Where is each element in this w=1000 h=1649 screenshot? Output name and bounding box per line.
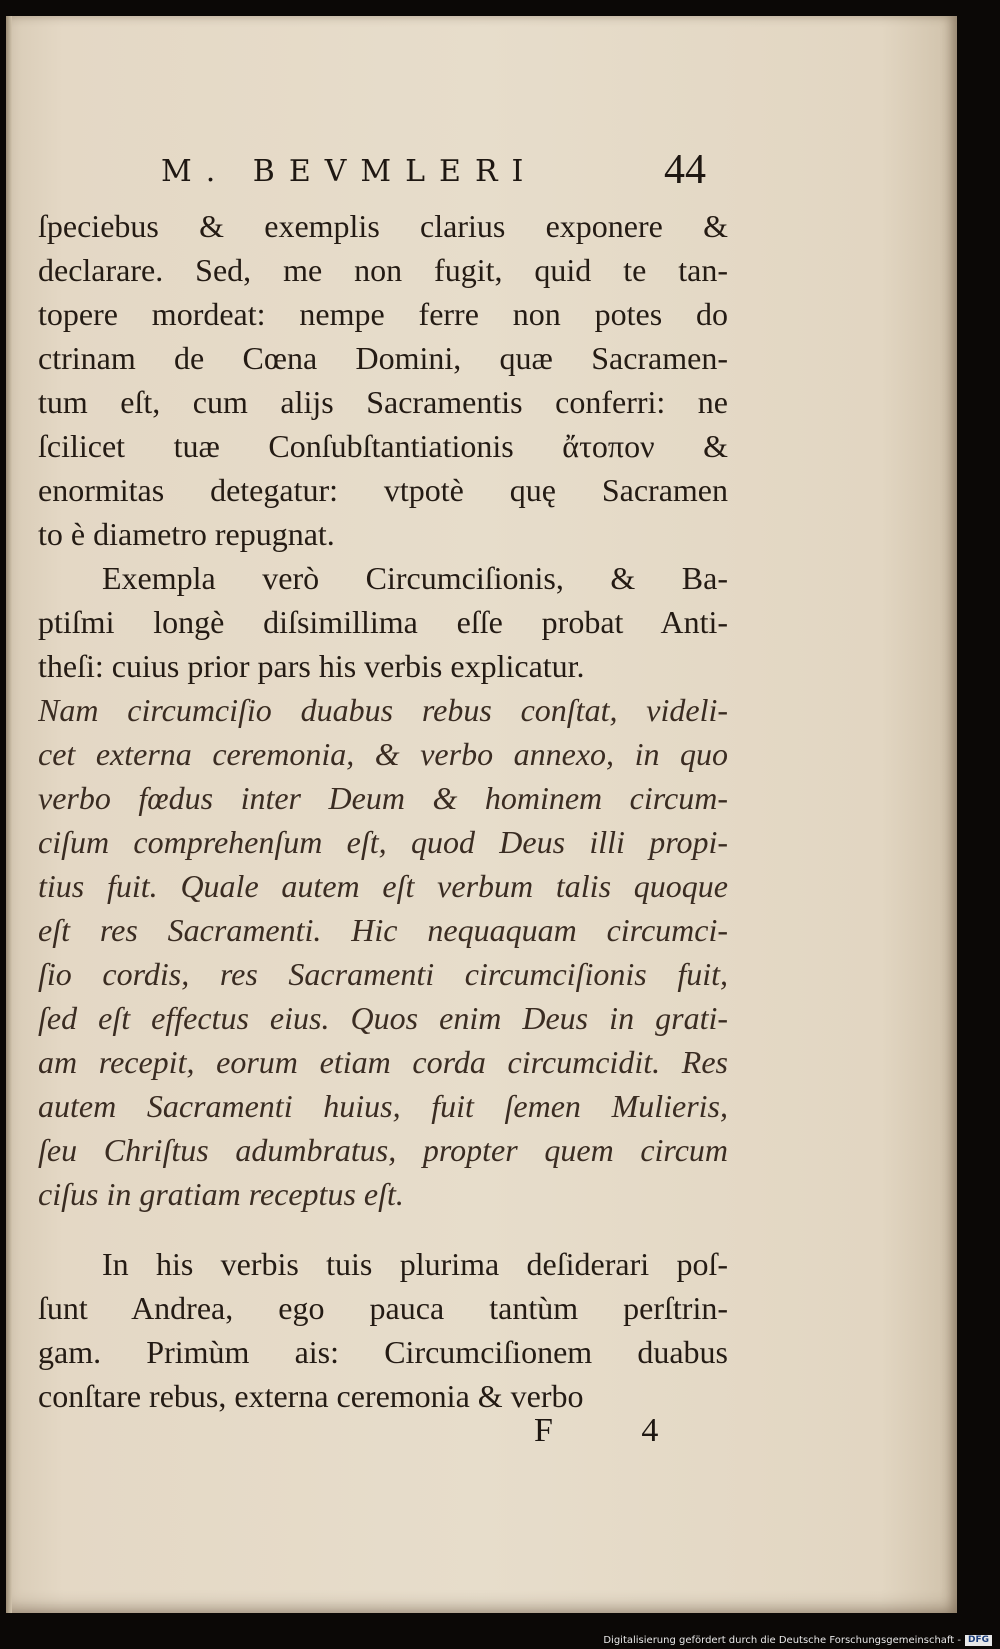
text-line: ciſum comprehenſum eſt, quod Deus illi propi- [38, 824, 728, 860]
paragraph [38, 204, 728, 556]
paragraph [38, 688, 728, 1216]
text-line: ſcilicet tuæ Conſubſtantiationis ἄτοπον & [38, 428, 728, 464]
paragraph [38, 1242, 728, 1418]
text-line: ſio cordis, res Sacramenti circumciſionis fuit, [38, 956, 728, 992]
text-line: declarare. Sed, me non fugit, quid te tan- [38, 252, 728, 288]
credit-text: Digitalisierung gefördert durch die Deutsche Forschungsgemeinschaft - [603, 1635, 961, 1646]
body-text [38, 204, 728, 1418]
digitization-credit [603, 1635, 992, 1646]
text-line: verbo fœdus inter Deum & hominem circum- [38, 780, 728, 816]
text-line: eſt res Sacramenti. Hic nequaquam circumci- [38, 912, 728, 948]
text-line: enormitas detegatur: vtpotè quę Sacramen [38, 472, 728, 508]
paragraph [38, 556, 728, 688]
page-number: 44 [664, 147, 706, 193]
text-line: ciſus in gratiam receptus eſt. [38, 1176, 404, 1212]
text-line: to è diametro repugnat. [38, 516, 335, 552]
text-line: Exempla verò Circumciſionis, & Ba- [102, 560, 728, 596]
text-line: am recepit, eorum etiam corda circumcidit. Res [38, 1044, 728, 1080]
text-line: In his verbis tuis plurima deſiderari poſ- [102, 1246, 728, 1282]
text-line: ſpeciebus & exemplis clarius exponere & [38, 208, 728, 244]
text-line: Nam circumciſio duabus rebus conſtat, videli- [38, 692, 728, 728]
dfg-logo: DFG [965, 1635, 992, 1646]
paragraph-gap [38, 1216, 728, 1242]
book-page [6, 16, 957, 1613]
text-line: gam. Primùm ais: Circumciſionem duabus [38, 1334, 728, 1370]
text-line: autem Sacramenti huius, fuit ſemen Mulieris, [38, 1088, 728, 1124]
text-line: ſunt Andrea, ego pauca tantùm perſtrin- [38, 1290, 728, 1326]
signature-mark: F 4 [534, 1412, 699, 1449]
text-line: ſeu Chriſtus adumbratus, propter quem circum [38, 1132, 728, 1168]
text-line: theſi: cuius prior pars his verbis explicatur. [38, 648, 585, 684]
running-head: M. BEVMLERI [161, 154, 538, 189]
text-line: topere mordeat: nempe ferre non potes do [38, 296, 728, 332]
text-line: tum eſt, cum alijs Sacramentis conferri: ne [38, 384, 728, 420]
text-line: ſed eſt effectus eius. Quos enim Deus in grati- [38, 1000, 728, 1036]
text-line: cet externa ceremonia, & verbo annexo, in quo [38, 736, 728, 772]
text-line: conſtare rebus, externa ceremonia & verbo [38, 1378, 584, 1414]
page-gutter-edge [6, 16, 12, 1613]
text-line: ctrinam de Cœna Domini, quæ Sacramen- [38, 340, 728, 376]
text-line: ptiſmi longè diſsimillima eſſe probat Anti- [38, 604, 728, 640]
text-line: tius fuit. Quale autem eſt verbum talis quoque [38, 868, 728, 904]
